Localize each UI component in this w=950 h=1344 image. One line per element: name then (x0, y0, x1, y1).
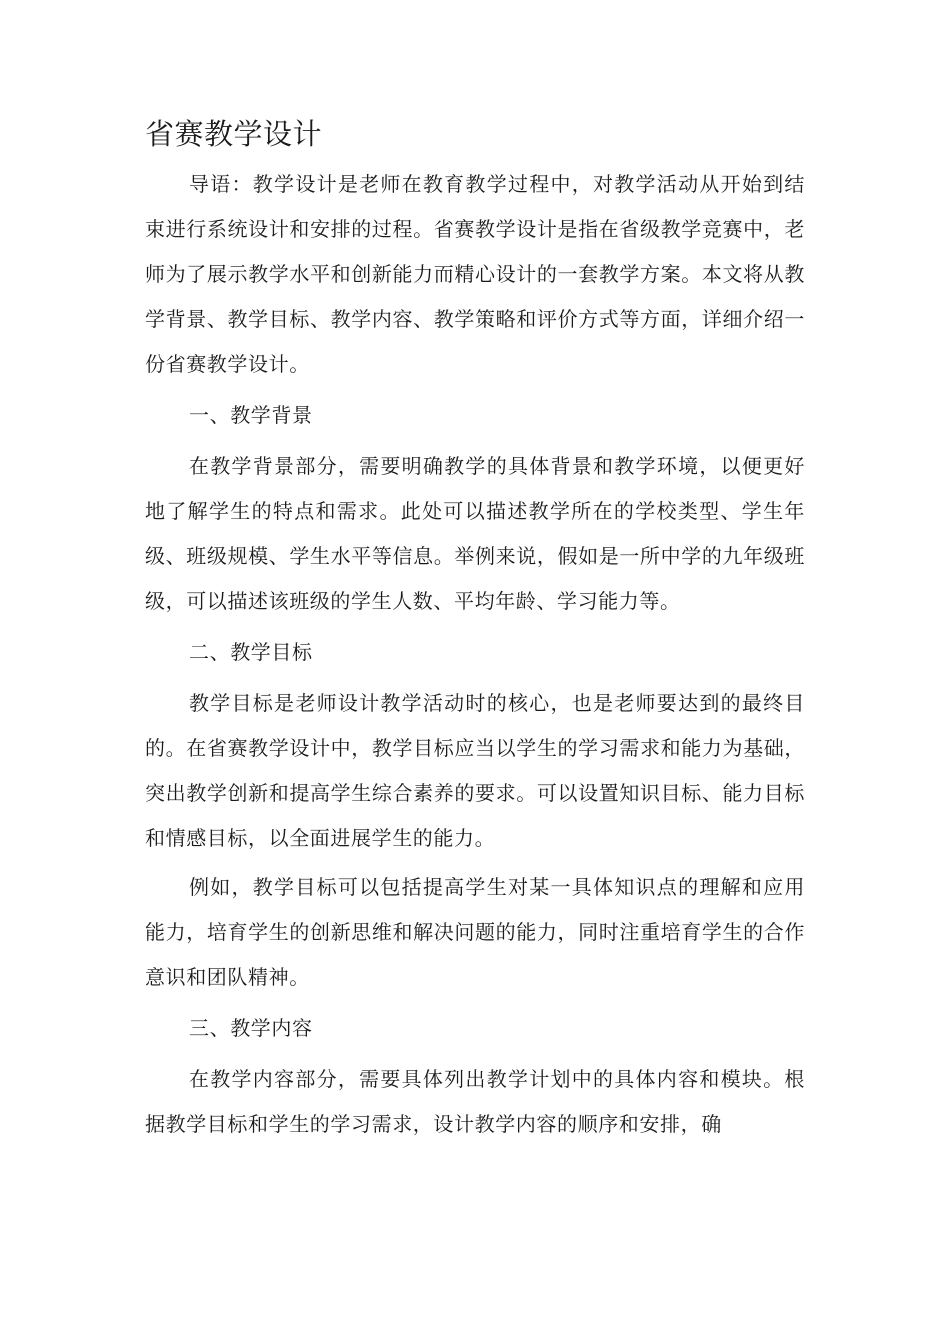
document-body (145, 162, 805, 1151)
document-title: 省赛教学设计 (145, 117, 323, 151)
objectives-example-paragraph: 例如，教学目标可以包括提高学生对某一具体知识点的理解和应用能力，培育学生的创新思维和解决问题的能力，同时注重培育学生的合作意识和团队精神。 (145, 875, 805, 989)
section-heading-background: 一、教学背景 (189, 403, 313, 427)
intro-paragraph: 导语：教学设计是老师在教育教学过程中，对教学活动从开始到结束进行系统设计和安排的过程。省赛教学设计是指在省级教学竞赛中，老师为了展示教学水平和创新能力而精心设计的一套教学方案。本文将从教学背景、教学目标、教学内容、教学策略和评价方式等方面，详细介绍一份省赛教学设计。 (145, 172, 805, 376)
content-paragraph: 在教学内容部分，需要具体列出教学计划中的具体内容和模块。根据教学目标和学生的学习需求，设计教学内容的顺序和安排，确 (145, 1067, 805, 1136)
section-heading-content: 三、教学内容 (189, 1016, 313, 1040)
objectives-paragraph: 教学目标是老师设计教学活动时的核心，也是老师要达到的最终目的。在省赛教学设计中，教学目标应当以学生的学习需求和能力为基础，突出教学创新和提高学生综合素养的要求。可以设置知识目标、能力目标和情感目标，以全面进展学生的能力。 (145, 691, 805, 850)
background-paragraph: 在教学背景部分，需要明确教学的具体背景和教学环境，以便更好地了解学生的特点和需求。此处可以描述教学所在的学校类型、学生年级、班级规模、学生水平等信息。举例来说，假如是一所中学的九年级班级，可以描述该班级的学生人数、平均年龄、学习能力等。 (145, 454, 805, 613)
section-heading-objectives: 二、教学目标 (189, 640, 313, 664)
